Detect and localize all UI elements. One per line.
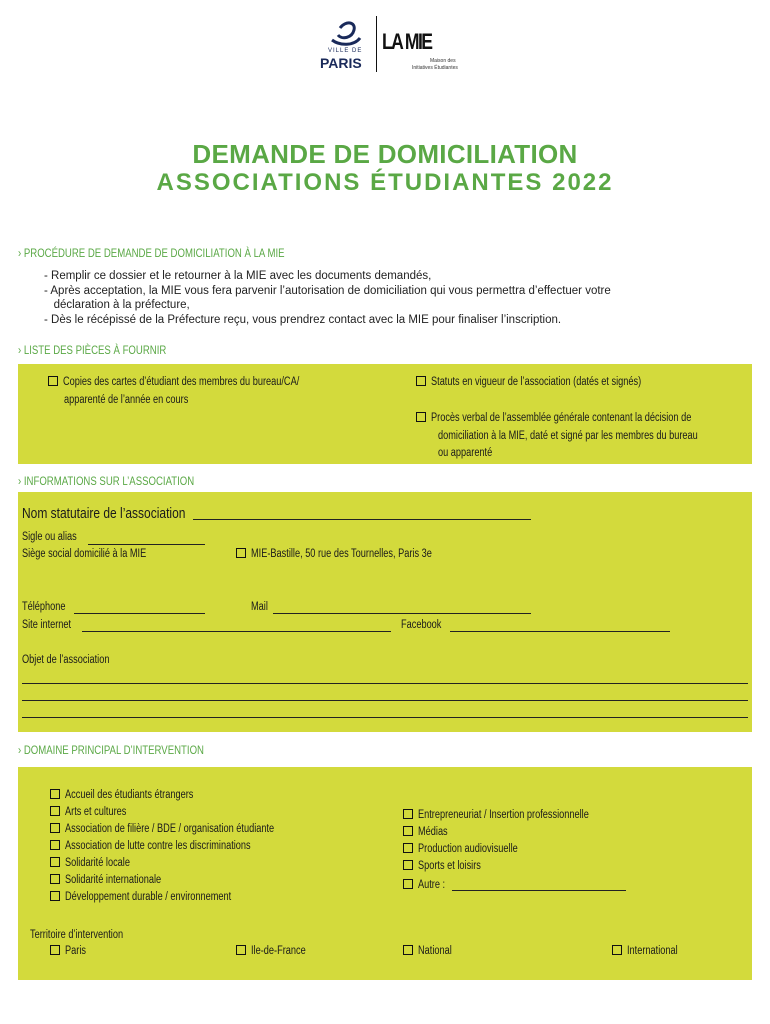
autre-field[interactable] [452, 890, 626, 891]
logo-divider [376, 16, 377, 72]
logo-la-mie [382, 30, 462, 70]
ville-de-text: VILLE DE [328, 48, 363, 54]
checkbox[interactable] [236, 548, 246, 558]
checkbox[interactable] [50, 823, 60, 833]
la-mie-mark: LA MIE [382, 29, 432, 54]
la-mie-sub2: Initiatives Étudiantes [412, 65, 458, 71]
telephone-field[interactable] [74, 613, 205, 614]
domaine-option[interactable]: Solidarité locale [50, 857, 146, 869]
domaine-option[interactable]: Production audiovisuelle [403, 843, 543, 855]
paris-text: PARIS [320, 55, 362, 71]
domaine-option[interactable]: Accueil des étudiants étrangers [50, 789, 225, 801]
territoire-option[interactable]: Paris [50, 945, 91, 957]
territoire-option[interactable]: International [612, 945, 690, 957]
sigle-field[interactable] [88, 544, 205, 545]
checkbox[interactable] [403, 826, 413, 836]
facebook-field[interactable] [450, 631, 670, 632]
checkbox[interactable] [50, 789, 60, 799]
checkbox[interactable] [403, 809, 413, 819]
piece-statuts[interactable]: Statuts en vigueur de l’association (datés et signés) [416, 376, 694, 388]
logo-ville-de-paris [318, 18, 374, 74]
site-field[interactable] [82, 631, 391, 632]
objet-line[interactable] [22, 717, 748, 718]
objet-line[interactable] [22, 683, 748, 684]
checkbox[interactable] [403, 860, 413, 870]
infos-heading: › INFORMATIONS SUR L’ASSOCIATION [18, 474, 195, 488]
site-label: Site internet [22, 619, 72, 631]
title-line1: DEMANDE DE DOMICILIATION [192, 139, 578, 169]
checkbox[interactable] [50, 840, 60, 850]
facebook-label: Facebook [401, 619, 442, 631]
title-line2: ASSOCIATIONS ÉTUDIANTES 2022 [156, 169, 614, 196]
territoire-option[interactable]: National [403, 945, 460, 957]
procedure-item: - Dès le récépissé de la Préfecture reçu, vous prendrez contact avec la MIE pour finaliser l’inscription. [44, 314, 562, 326]
piece-cartes-line2: apparenté de l’année en cours [64, 394, 189, 406]
infos-box [18, 492, 752, 732]
territoire-option[interactable]: Ile-de-France [236, 945, 319, 957]
domaine-heading: › DOMAINE PRINCIPAL D’INTERVENTION [18, 743, 204, 757]
checkbox[interactable] [50, 891, 60, 901]
domaine-option[interactable]: Développement durable / environnement [50, 891, 273, 903]
checkbox[interactable] [416, 376, 426, 386]
la-mie-sub1: Maison des [430, 58, 456, 64]
checkbox[interactable] [612, 945, 622, 955]
telephone-label: Téléphone [22, 601, 66, 613]
nom-label: Nom statutaire de l’association [22, 505, 186, 522]
checkbox[interactable] [416, 412, 426, 422]
domaine-option[interactable]: Sports et loisirs [403, 860, 497, 872]
checkbox[interactable] [403, 879, 413, 889]
objet-line[interactable] [22, 700, 748, 701]
mail-field[interactable] [273, 613, 531, 614]
checkbox[interactable] [48, 376, 58, 386]
mail-label: Mail [251, 601, 268, 613]
piece-proces-line2: domiciliation à la MIE, daté et signé par les membres du bureau [438, 430, 698, 442]
checkbox[interactable] [50, 806, 60, 816]
domaine-option-autre[interactable]: Autre : [403, 879, 452, 891]
domaine-option[interactable]: Médias [403, 826, 455, 838]
nom-field[interactable] [193, 519, 531, 520]
objet-label: Objet de l’association [22, 654, 110, 666]
piece-proces-line3: ou apparenté [438, 447, 493, 459]
domaine-option[interactable]: Solidarité internationale [50, 874, 185, 886]
domaine-option[interactable]: Arts et cultures [50, 806, 142, 818]
checkbox[interactable] [236, 945, 246, 955]
checkbox[interactable] [50, 857, 60, 867]
sigle-label: Sigle ou alias [22, 531, 77, 543]
domaine-option[interactable]: Association de lutte contre les discriminations [50, 840, 297, 852]
siege-option[interactable]: MIE-Bastille, 50 rue des Tournelles, Paris 3e [236, 548, 477, 560]
pieces-heading: › LISTE DES PIÈCES À FOURNIR [18, 343, 167, 357]
checkbox[interactable] [50, 945, 60, 955]
piece-proces-verbal[interactable]: Procès verbal de l’assemblée générale contenant la décision de [416, 412, 756, 424]
piece-cartes-etudiant[interactable]: Copies des cartes d’étudiant des membres du bureau/CA/ [48, 376, 358, 388]
procedure-item: déclaration à la préfecture, [44, 299, 190, 311]
checkbox[interactable] [403, 843, 413, 853]
domaine-option[interactable]: Association de filière / BDE / organisation étudiante [50, 823, 326, 835]
domaine-option[interactable]: Entrepreneuriat / Insertion professionnelle [403, 809, 632, 821]
siege-label: Siège social domicilié à la MIE [22, 548, 147, 560]
territoire-label: Territoire d’intervention [30, 929, 124, 941]
checkbox[interactable] [50, 874, 60, 884]
procedure-item: - Remplir ce dossier et le retourner à la MIE avec les documents demandés, [44, 270, 432, 282]
checkbox[interactable] [403, 945, 413, 955]
procedure-item: - Après acceptation, la MIE vous fera parvenir l’autorisation de domiciliation qui vous permettra d’effectuer votre [44, 285, 611, 297]
procedure-heading: › PROCÉDURE DE DEMANDE DE DOMICILIATION À LA MIE [18, 246, 285, 260]
paris-ship-icon [318, 18, 374, 52]
